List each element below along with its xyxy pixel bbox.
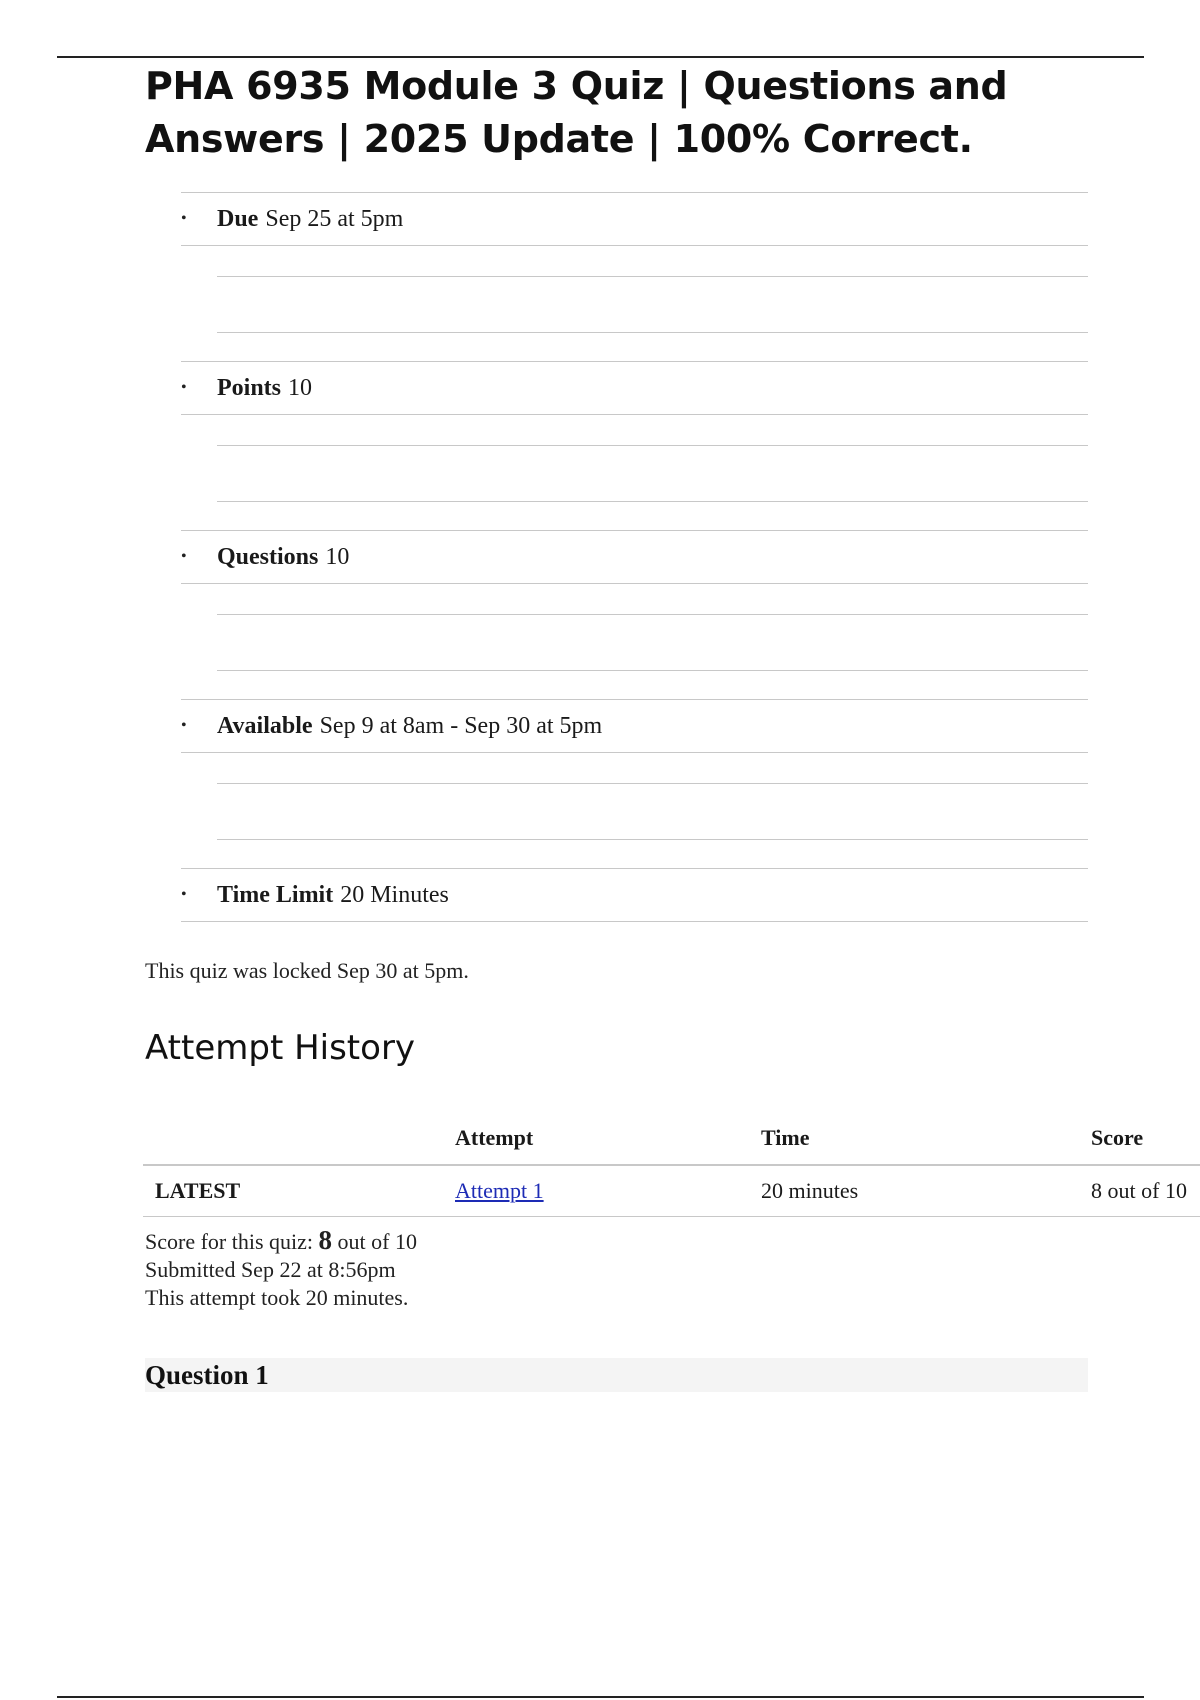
score-suffix: out of 10 <box>337 1229 417 1254</box>
question-heading: Question 1 <box>145 1358 1088 1392</box>
divider <box>217 501 1088 502</box>
score-line <box>145 1226 417 1256</box>
column-header-score: Score <box>1091 1112 1200 1165</box>
detail-label: Points <box>217 374 282 401</box>
detail-questions <box>181 530 1088 699</box>
bullet-icon: • <box>181 379 187 396</box>
attempt-link[interactable]: Attempt 1 <box>455 1178 544 1203</box>
detail-label: Available <box>217 712 313 739</box>
detail-label: Questions <box>217 543 319 570</box>
attempt-history-heading: Attempt History <box>145 1028 416 1068</box>
bullet-icon: • <box>181 548 187 565</box>
detail-row <box>181 192 1088 246</box>
detail-value: 20 Minutes <box>340 881 449 908</box>
duration-line: This attempt took 20 minutes. <box>145 1285 409 1310</box>
detail-row <box>181 361 1088 415</box>
top-rule <box>57 56 1144 58</box>
bullet-icon: • <box>181 717 187 734</box>
quiz-details-list <box>181 192 1088 1037</box>
divider <box>217 839 1088 840</box>
attempt-status: LATEST <box>143 1165 455 1217</box>
table-header-row <box>143 1112 1200 1165</box>
detail-row <box>181 530 1088 584</box>
attempt-history-table <box>143 1112 1200 1217</box>
detail-row <box>181 868 1088 922</box>
divider <box>217 445 1088 446</box>
detail-points <box>181 361 1088 530</box>
detail-value: Sep 25 at 5pm <box>265 205 404 232</box>
divider <box>217 783 1088 784</box>
bottom-rule <box>57 1696 1144 1698</box>
divider <box>217 614 1088 615</box>
bullet-icon: • <box>181 210 187 227</box>
column-header-attempt: Attempt <box>455 1112 761 1165</box>
score-value: 8 <box>318 1225 333 1255</box>
score-prefix: Score for this quiz: <box>145 1229 314 1254</box>
submitted-line: Submitted Sep 22 at 8:56pm <box>145 1257 396 1282</box>
bullet-icon: • <box>181 886 187 903</box>
divider <box>217 670 1088 671</box>
detail-value: Sep 9 at 8am - Sep 30 at 5pm <box>319 712 603 739</box>
divider <box>217 332 1088 333</box>
detail-time-limit <box>181 868 1088 1037</box>
attempt-summary <box>145 1226 417 1312</box>
detail-value: 10 <box>325 543 350 570</box>
column-header-time: Time <box>761 1112 1091 1165</box>
column-header-status <box>143 1112 455 1165</box>
detail-label: Time Limit <box>217 881 334 908</box>
attempt-cell <box>455 1165 761 1217</box>
divider <box>217 276 1088 277</box>
locked-note: This quiz was locked Sep 30 at 5pm. <box>145 958 469 983</box>
detail-row <box>181 699 1088 753</box>
detail-available <box>181 699 1088 868</box>
table-row <box>143 1165 1200 1217</box>
attempt-time: 20 minutes <box>761 1165 1091 1217</box>
attempt-score: 8 out of 10 <box>1091 1165 1200 1217</box>
detail-due <box>181 192 1088 361</box>
document-title: PHA 6935 Module 3 Quiz | Questions and Answers | 2025 Update | 100% Correct. <box>145 64 1008 161</box>
detail-value: 10 <box>288 374 313 401</box>
detail-label: Due <box>217 205 259 232</box>
